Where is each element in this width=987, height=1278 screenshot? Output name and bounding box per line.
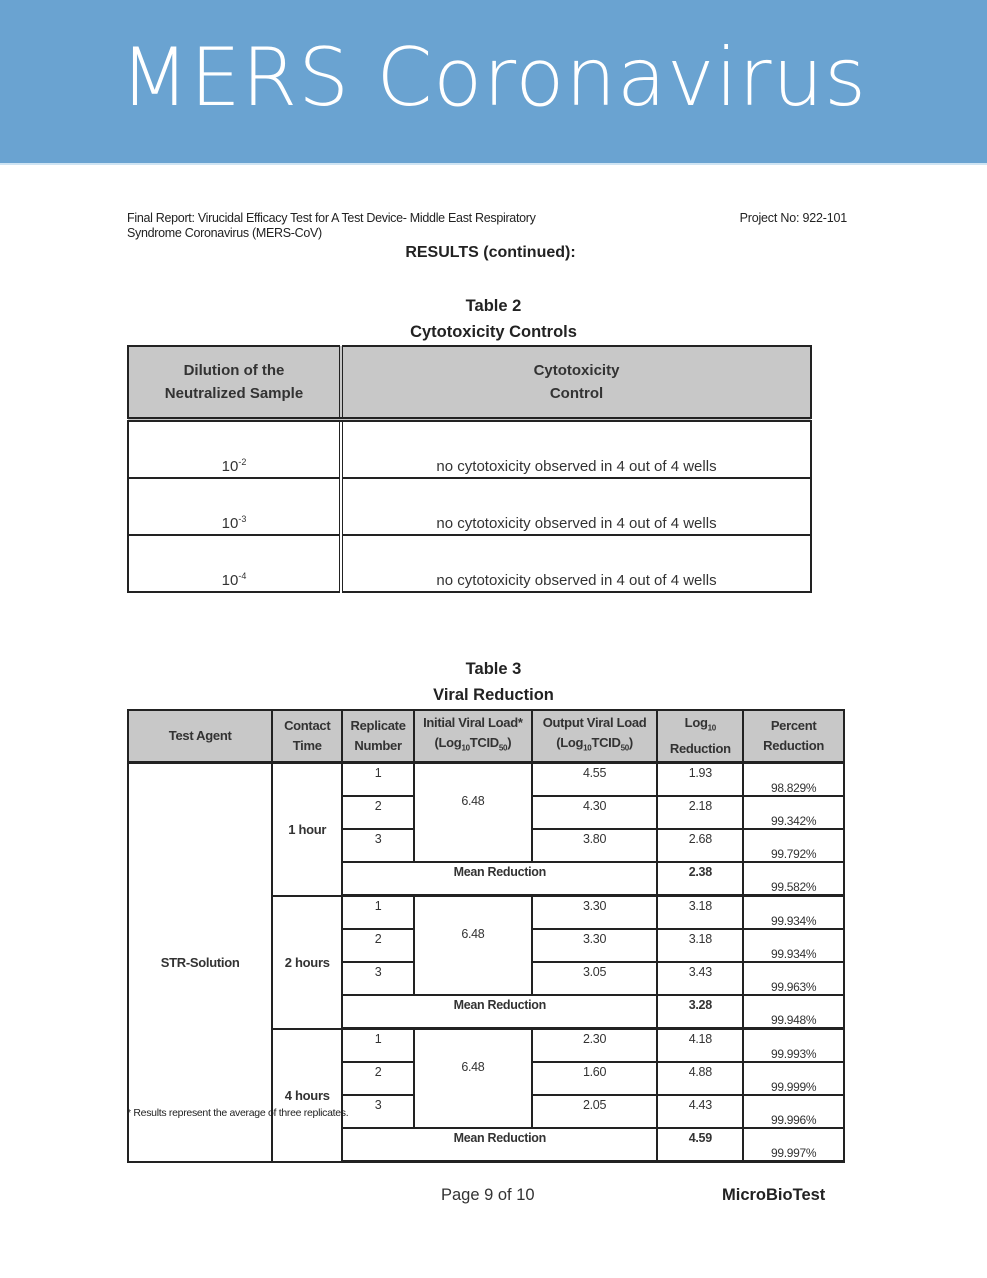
header-output-viral-load (532, 710, 658, 763)
table-footnote: * Results represent the average of three replicates. (127, 1107, 349, 1119)
output-load-cell: 3.80 (532, 829, 658, 862)
header-output-line1: Output Viral Load (542, 715, 647, 731)
report-title-line2: Syndrome Coronavirus (MERS-CoV) (127, 226, 322, 240)
dilution-exponent: -2 (238, 457, 247, 467)
header-replicate-line1: Replicate (350, 718, 406, 733)
output-load-cell: 4.55 (532, 763, 658, 797)
header-dilution (128, 346, 341, 420)
table2-title: Cytotoxicity Controls (410, 323, 577, 341)
mean-percent-cell: 99.997% (743, 1128, 844, 1162)
header-log-reduction (657, 710, 743, 763)
mean-reduction-label: Mean Reduction (342, 995, 657, 1029)
dilution-base: 10 (221, 515, 239, 532)
output-load-cell: 3.30 (532, 929, 658, 962)
page-title: MERS Coronavirus (120, 31, 867, 124)
output-load-cell: 1.60 (532, 1062, 658, 1095)
contact-time-cell: 4 hours (272, 1029, 342, 1162)
dilution-cell (128, 478, 341, 535)
initial-load-cell: 6.48 (414, 896, 532, 996)
replicate-cell: 3 (342, 829, 414, 862)
mean-percent-cell: 99.948% (743, 995, 844, 1029)
log-sub: 10 (707, 723, 716, 733)
log-reduction-cell: 3.18 (657, 896, 743, 930)
result-cell: no cytotoxicity observed in 4 out of 4 wells (341, 420, 811, 479)
replicate-cell: 2 (342, 1062, 414, 1095)
log-reduction-cell: 2.18 (657, 796, 743, 829)
table2-caption (0, 293, 987, 345)
log-reduction-cell: 3.43 (657, 962, 743, 995)
table-row (128, 478, 811, 535)
project-number: Project No: 922-101 (739, 211, 847, 225)
table-row (128, 420, 811, 479)
mean-reduction-label: Mean Reduction (342, 862, 657, 896)
log-reduction-cell: 1.93 (657, 763, 743, 797)
report-title (127, 211, 647, 241)
mean-reduction-label: Mean Reduction (342, 1128, 657, 1162)
unit-sub: 10 (583, 743, 592, 753)
header-test-agent: Test Agent (128, 710, 272, 763)
table3-title: Viral Reduction (433, 686, 554, 704)
section-title-text: RESULTS (continued): (405, 244, 576, 261)
unit-close: ) (507, 735, 512, 751)
unit-tcid: TCID (591, 735, 621, 751)
replicate-cell: 1 (342, 763, 414, 797)
title-banner (0, 0, 987, 165)
output-load-cell: 2.05 (532, 1095, 658, 1128)
header-percent-reduction (743, 710, 844, 763)
dilution-base: 10 (221, 458, 239, 475)
replicate-cell: 1 (342, 896, 414, 930)
header-log-line2: Reduction (669, 740, 731, 756)
header-pct-line1: Percent (770, 718, 817, 733)
mean-percent-cell: 99.582% (743, 862, 844, 896)
percent-reduction-cell: 99.999% (743, 1062, 844, 1095)
header-replicate (342, 710, 414, 763)
header-initial-line1: Initial Viral Load* (423, 715, 523, 731)
unit-sub: 10 (461, 743, 470, 753)
dilution-exponent: -4 (238, 571, 247, 581)
percent-reduction-cell: 99.963% (743, 962, 844, 995)
unit-sub: 50 (620, 743, 629, 753)
log-reduction-cell: 4.88 (657, 1062, 743, 1095)
header-contact-time (272, 710, 342, 763)
header-initial-viral-load (414, 710, 532, 763)
contact-time-cell: 2 hours (272, 896, 342, 1029)
cytotoxicity-table (127, 345, 812, 593)
log-reduction-cell: 4.43 (657, 1095, 743, 1128)
output-load-cell: 2.30 (532, 1029, 658, 1063)
contact-time-cell: 1 hour (272, 763, 342, 896)
result-cell: no cytotoxicity observed in 4 out of 4 wells (341, 478, 811, 535)
percent-reduction-cell: 99.996% (743, 1095, 844, 1128)
mean-log-reduction-cell: 2.38 (657, 862, 743, 896)
page-number: Page 9 of 10 (441, 1186, 535, 1204)
header-replicate-line2: Number (354, 738, 402, 753)
header-dilution-line2: Neutralized Sample (164, 385, 304, 402)
replicate-cell: 3 (342, 1095, 414, 1128)
percent-reduction-cell: 99.342% (743, 796, 844, 829)
percent-reduction-cell: 99.934% (743, 896, 844, 930)
header-control-line1: Cytotoxicity (533, 362, 620, 379)
table-row (128, 535, 811, 592)
unit-log: (Log (434, 735, 462, 751)
table3-number: Table 3 (465, 660, 522, 678)
replicate-cell: 1 (342, 1029, 414, 1063)
header-contact-line2: Time (292, 738, 322, 753)
replicate-cell: 3 (342, 962, 414, 995)
initial-load-cell: 6.48 (414, 763, 532, 863)
dilution-exponent: -3 (238, 514, 247, 524)
header-cytotoxicity-control (341, 346, 811, 420)
unit-sub: 50 (498, 743, 508, 753)
header-contact-line1: Contact (284, 718, 331, 733)
unit-close: ) (628, 735, 633, 751)
mean-log-reduction-cell: 4.59 (657, 1128, 743, 1162)
dilution-cell (128, 420, 341, 479)
mean-log-reduction-cell: 3.28 (657, 995, 743, 1029)
unit-log: (Log (556, 735, 584, 751)
replicate-cell: 2 (342, 929, 414, 962)
log-reduction-cell: 3.18 (657, 929, 743, 962)
output-load-cell: 3.05 (532, 962, 658, 995)
output-load-cell: 4.30 (532, 796, 658, 829)
brand-name: MicroBioTest (722, 1186, 826, 1204)
report-title-line1: Final Report: Virucidal Efficacy Test for A Test Device- Middle East Respiratory (127, 211, 536, 225)
percent-reduction-cell: 99.934% (743, 929, 844, 962)
header-log-line1 (659, 713, 741, 739)
header-dilution-line1: Dilution of the (183, 362, 285, 379)
table2-number: Table 2 (465, 297, 522, 315)
percent-reduction-cell: 99.792% (743, 829, 844, 862)
percent-reduction-cell: 99.993% (743, 1029, 844, 1063)
replicate-cell: 2 (342, 796, 414, 829)
viral-reduction-table (127, 709, 845, 1163)
dilution-base: 10 (221, 572, 239, 589)
test-agent-cell: STR-Solution (128, 763, 272, 1162)
section-title (0, 244, 987, 262)
log-label: Log (684, 715, 708, 731)
log-reduction-cell: 4.18 (657, 1029, 743, 1063)
dilution-cell (128, 535, 341, 592)
header-control-line2: Control (549, 385, 604, 402)
percent-reduction-cell: 98.829% (743, 763, 844, 797)
table3-caption (0, 656, 987, 708)
header-output-unit (534, 733, 656, 759)
initial-load-cell: 6.48 (414, 1029, 532, 1129)
log-reduction-cell: 2.68 (657, 829, 743, 862)
result-cell: no cytotoxicity observed in 4 out of 4 wells (341, 535, 811, 592)
table-row (128, 763, 844, 797)
header-initial-unit (416, 733, 530, 759)
header-pct-line2: Reduction (763, 738, 825, 753)
unit-tcid: TCID (469, 735, 499, 751)
output-load-cell: 3.30 (532, 896, 658, 930)
